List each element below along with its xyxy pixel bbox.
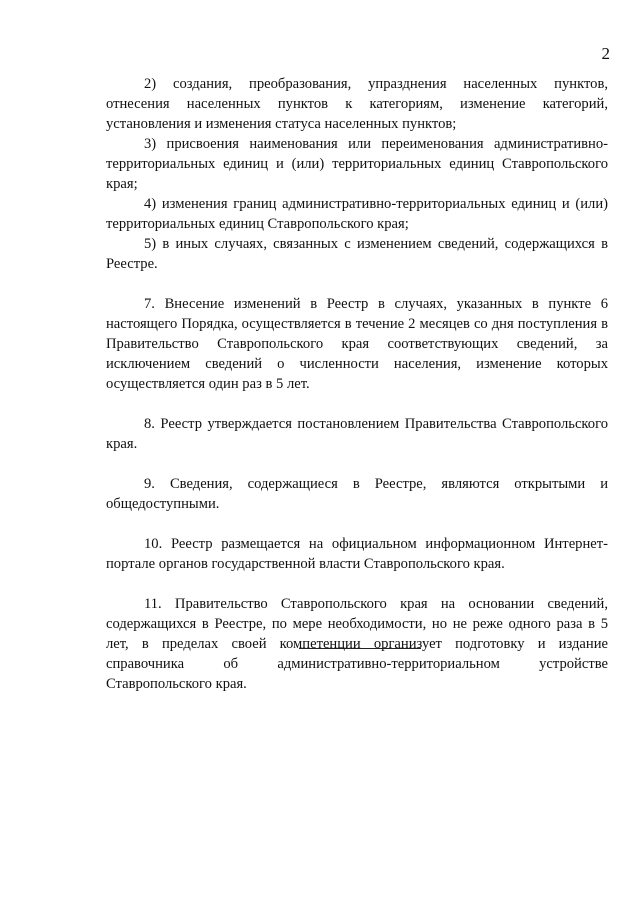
paragraph-8: 8. Реестр утверждается постановлением Правительства Ставропольского края. — [106, 416, 608, 452]
paragraph-10: 10. Реестр размещается на официальном информационном Интернет-портале органов государственной власти Ставропольского края. — [106, 536, 608, 572]
list-item: 2) создания, преобразования, упразднения населенных пунктов, отнесения населенных пунктов к категориям, изменение категорий, установления и изменения статуса населенных пунктов; — [106, 76, 608, 132]
paragraph-9: 9. Сведения, содержащиеся в Реестре, являются открытыми и общедоступными. — [106, 476, 608, 512]
list-item: 4) изменения границ административно-территориальных единиц и (или) территориальных единиц Ставропольского края; — [106, 196, 608, 232]
list-item: 5) в иных случаях, связанных с изменением сведений, содержащихся в Реестре. — [106, 236, 608, 272]
list-item: 3) присвоения наименования или переименования административно-территориальных единиц и (или) территориальных единиц Ставропольского края; — [106, 136, 608, 192]
list-items-group — [106, 74, 608, 274]
page-number: 2 — [601, 44, 610, 63]
closing-divider-line — [299, 648, 421, 649]
paragraph-7: 7. Внесение изменений в Реестр в случаях, указанных в пункте 6 настоящего Порядка, осуществляется в течение 2 месяцев со дня поступления в Правительство Ставропольского края соответствующих сведений, за исключением сведений о численности населения, изменение которых осуществляется один раз в 5 лет. — [106, 296, 608, 392]
document-body — [106, 74, 608, 714]
paragraph-11: 11. Правительство Ставропольского края на основании сведений, содержащихся в Реестре, по мере необходимости, но не реже одного раза в 5 лет, в пределах своей компетенции организует подготовку и издание справочника об административно-территориальном устройстве Ставропольского края. — [106, 596, 608, 692]
